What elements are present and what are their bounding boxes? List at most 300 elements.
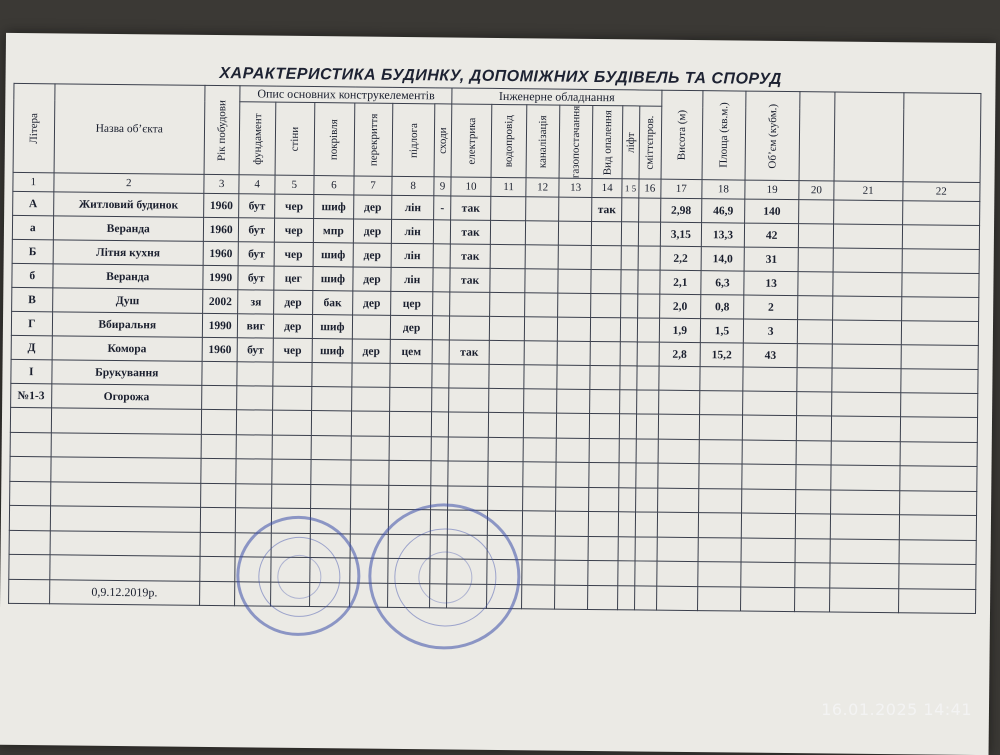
cell-volume: 140	[745, 199, 799, 224]
cell-flooring	[389, 388, 432, 412]
cell-sewer	[524, 317, 558, 341]
cell-stairs	[434, 220, 451, 244]
cell-empty	[619, 512, 636, 537]
cell-empty	[742, 513, 796, 538]
cell-empty	[523, 438, 557, 463]
cell-empty	[522, 511, 556, 536]
cell-empty	[832, 320, 901, 345]
column-number: 4	[239, 175, 275, 194]
cell-empty	[901, 321, 978, 346]
cell-gas	[558, 269, 591, 293]
cell-litera: а	[12, 216, 53, 240]
cell-stairs	[433, 340, 450, 364]
column-number: 16	[639, 179, 662, 198]
cell-year: 1960	[202, 338, 238, 362]
cell-empty	[200, 557, 236, 582]
cell-litera: №1-3	[11, 384, 52, 408]
cell-empty	[201, 434, 237, 459]
cell-garbage	[636, 366, 659, 390]
header-garbage: сміттєпров.	[639, 106, 662, 180]
header-volume: Об’єм (кубм.)	[745, 91, 800, 181]
header-group-engineering: Інженерне обладнання	[452, 88, 662, 106]
cell-empty	[658, 488, 699, 513]
cell-empty	[698, 513, 742, 538]
cell-electric	[449, 364, 490, 388]
header-litera: Літера	[13, 83, 55, 173]
cell-empty	[9, 579, 50, 604]
cell-roof: шиф	[312, 339, 353, 363]
cell-gas	[557, 389, 590, 413]
cell-year: 1990	[203, 266, 239, 290]
column-number: 20	[799, 181, 834, 200]
cell-empty	[10, 481, 51, 506]
cell-empty	[831, 441, 900, 466]
cell-floors	[352, 387, 390, 411]
cell-empty	[237, 410, 273, 435]
cell-empty	[830, 465, 899, 490]
cell-lift	[622, 198, 639, 222]
cell-empty	[829, 588, 898, 613]
cell-empty	[50, 506, 201, 532]
cell-empty	[798, 224, 833, 248]
cell-empty	[635, 537, 658, 562]
cell-lift	[620, 342, 637, 366]
cell-empty	[829, 563, 898, 588]
cell-litera: Б	[12, 240, 53, 264]
cell-empty	[50, 457, 201, 483]
cell-flooring: лін	[391, 220, 434, 244]
cell-roof	[311, 363, 352, 387]
cell-volume	[743, 367, 797, 392]
cell-empty	[636, 414, 659, 439]
cell-litera: б	[12, 264, 53, 288]
cell-empty	[797, 392, 832, 416]
cell-sewer	[526, 197, 560, 221]
cell-gas	[558, 317, 591, 341]
cell-foundation: виг	[238, 314, 274, 338]
cell-water	[489, 365, 524, 389]
cell-foundation	[237, 362, 273, 386]
document-title: ХАРАКТЕРИСТИКА БУДИНКУ, ДОПОМІЖНИХ БУДІВЕЛЬ ТА СПОРУД	[219, 65, 782, 88]
cell-empty	[833, 248, 902, 273]
cell-empty	[588, 536, 619, 561]
cell-empty	[556, 487, 589, 512]
cell-roof: бак	[312, 291, 353, 315]
cell-empty	[555, 560, 588, 585]
cell-empty	[200, 508, 236, 533]
cell-water	[490, 293, 525, 317]
cell-empty	[795, 563, 830, 588]
cell-litera: В	[12, 288, 53, 312]
cell-water	[490, 269, 525, 293]
header-lift: ліфт	[622, 106, 639, 180]
cell-heating	[591, 294, 622, 318]
cell-empty	[351, 460, 389, 485]
cell-empty	[555, 536, 588, 561]
cell-empty	[523, 462, 557, 487]
cell-roof: мпр	[313, 219, 354, 243]
cell-name: Душ	[52, 288, 203, 314]
cell-sewer	[525, 221, 559, 245]
cell-electric: так	[450, 220, 491, 244]
cell-empty	[432, 437, 449, 462]
cell-litera: Д	[11, 336, 52, 360]
cell-empty	[832, 296, 901, 321]
header-col20	[799, 92, 834, 182]
cell-walls: дер	[273, 314, 312, 338]
cell-year: 1960	[204, 194, 240, 218]
cell-empty	[900, 417, 978, 442]
cell-empty	[899, 540, 977, 565]
cell-empty	[798, 248, 833, 272]
cell-heating	[591, 270, 622, 294]
cell-foundation: бут	[239, 194, 275, 218]
cell-gas	[558, 341, 591, 365]
cell-garbage	[637, 270, 660, 294]
cell-empty	[635, 512, 658, 537]
cell-electric: так	[450, 196, 491, 220]
cell-empty	[743, 415, 797, 440]
cell-garbage	[637, 342, 660, 366]
cell-empty	[50, 482, 201, 508]
cell-empty	[635, 488, 658, 513]
cell-empty	[657, 513, 698, 538]
cell-empty	[902, 273, 979, 298]
cell-empty	[899, 564, 977, 589]
cell-floors: дер	[353, 267, 391, 291]
cell-empty	[797, 344, 832, 368]
cell-empty	[352, 411, 390, 436]
cell-flooring: лін	[391, 244, 434, 268]
cell-empty	[51, 433, 202, 459]
cell-empty	[797, 368, 832, 392]
cell-electric	[448, 388, 489, 412]
cell-empty	[902, 225, 979, 250]
cell-gas	[557, 365, 590, 389]
cell-height: 2,1	[660, 271, 701, 295]
cell-empty	[199, 581, 235, 606]
cell-empty	[797, 320, 832, 344]
column-number: 8	[392, 177, 435, 196]
cell-area: 46,9	[701, 199, 745, 223]
cell-foundation: бут	[239, 218, 275, 242]
cell-walls: чер	[274, 218, 313, 242]
cell-empty	[389, 412, 432, 437]
cell-empty	[698, 464, 742, 489]
cell-empty	[488, 486, 523, 511]
cell-empty	[796, 416, 831, 441]
cell-sewer	[524, 389, 558, 413]
cell-empty	[697, 586, 741, 611]
cell-empty	[237, 435, 273, 460]
cell-empty	[830, 490, 899, 515]
cell-empty	[635, 463, 658, 488]
header-name: Назва об’єкта	[54, 84, 205, 175]
cell-water	[491, 221, 526, 245]
cell-empty	[796, 465, 831, 490]
document-sheet	[0, 33, 996, 755]
cell-stairs	[433, 316, 450, 340]
cell-empty	[898, 589, 976, 614]
column-number: 3	[204, 175, 240, 194]
cell-empty	[697, 562, 741, 587]
cell-name: Житловий будинок	[53, 192, 204, 218]
cell-empty	[619, 439, 636, 464]
cell-empty	[741, 587, 795, 612]
cell-name: Літня кухня	[53, 240, 204, 266]
cell-heating: так	[592, 198, 623, 222]
cell-garbage	[636, 390, 659, 414]
cell-stairs	[432, 388, 449, 412]
cell-name: Брукування	[51, 360, 202, 386]
cell-area: 6,3	[700, 271, 744, 295]
cell-height	[659, 391, 700, 415]
cell-empty	[522, 487, 556, 512]
cell-walls	[273, 386, 312, 410]
cell-gas	[559, 221, 592, 245]
cell-empty	[556, 511, 589, 536]
cell-volume: 31	[744, 247, 798, 272]
cell-floors	[353, 315, 391, 339]
cell-electric: так	[450, 244, 491, 268]
cell-area: 14,0	[701, 247, 745, 271]
cell-empty	[521, 585, 555, 610]
cell-floors: дер	[352, 339, 390, 363]
cell-walls: цег	[274, 266, 313, 290]
cell-empty	[588, 512, 619, 537]
cell-empty	[699, 439, 743, 464]
cell-volume: 3	[744, 319, 798, 344]
cell-floors: дер	[354, 219, 392, 243]
cell-empty	[899, 491, 977, 516]
column-number: 17	[661, 180, 702, 199]
cell-empty	[522, 560, 556, 585]
cell-empty	[51, 408, 202, 434]
cell-flooring: цер	[390, 292, 433, 316]
cell-stairs	[433, 268, 450, 292]
cell-area: 15,2	[700, 343, 744, 367]
cell-litera: І	[11, 360, 52, 384]
cell-empty	[351, 485, 389, 510]
cell-empty	[798, 296, 833, 320]
cell-empty	[587, 585, 618, 610]
header-col22	[903, 93, 981, 183]
column-number: 7	[354, 176, 392, 195]
cell-empty	[10, 432, 51, 457]
cell-empty	[310, 484, 351, 509]
cell-empty	[795, 538, 830, 563]
cell-electric: так	[449, 340, 490, 364]
column-number: 9	[434, 177, 450, 196]
cell-empty	[351, 436, 389, 461]
cell-flooring	[390, 364, 433, 388]
photo-timestamp: 16.01.2025 14:41	[821, 700, 972, 719]
cell-empty	[657, 562, 698, 587]
cell-volume: 43	[743, 343, 797, 368]
header-stairs: сходи	[435, 104, 452, 178]
cell-empty	[50, 531, 201, 557]
cell-empty	[901, 297, 978, 322]
cell-empty	[795, 514, 830, 539]
cell-empty	[742, 440, 796, 465]
column-number: 6	[313, 176, 354, 195]
cell-empty	[389, 436, 432, 461]
column-number: 10	[451, 177, 492, 196]
cell-volume: 42	[745, 223, 799, 248]
cell-lift	[620, 366, 637, 390]
cell-empty	[49, 555, 200, 581]
cell-name: Комора	[52, 336, 203, 362]
cell-heating	[590, 342, 621, 366]
cell-foundation: бут	[238, 266, 274, 290]
cell-empty	[634, 561, 657, 586]
cell-litera: Г	[11, 312, 52, 336]
cell-empty	[831, 416, 900, 441]
cell-garbage	[638, 246, 661, 270]
cell-empty	[634, 586, 657, 611]
cell-flooring: лін	[391, 268, 434, 292]
cell-walls	[273, 362, 312, 386]
cell-walls: чер	[274, 242, 313, 266]
cell-empty	[900, 442, 978, 467]
cell-garbage	[637, 294, 660, 318]
cell-gas	[559, 197, 592, 221]
cell-empty	[389, 461, 432, 486]
cell-empty	[10, 457, 51, 482]
header-area: Площа (кв.м.)	[702, 91, 747, 181]
cell-empty	[741, 538, 795, 563]
cell-empty	[833, 200, 902, 225]
cell-empty	[901, 345, 978, 370]
cell-heating	[590, 390, 621, 414]
cell-empty	[557, 438, 590, 463]
cell-empty	[830, 514, 899, 539]
cell-sewer	[525, 293, 559, 317]
cell-year: 1960	[203, 242, 239, 266]
cell-empty	[618, 561, 635, 586]
cell-electric: так	[450, 268, 491, 292]
cell-empty	[589, 463, 620, 488]
cell-empty	[589, 438, 620, 463]
header-col21	[834, 92, 904, 182]
cell-flooring: дер	[390, 316, 433, 340]
cell-empty	[236, 484, 272, 509]
cell-empty	[448, 437, 489, 462]
cell-empty	[798, 272, 833, 296]
cell-foundation: бут	[239, 242, 275, 266]
cell-empty	[556, 462, 589, 487]
header-year: Рік побудови	[204, 85, 240, 175]
cell-empty	[201, 410, 237, 435]
cell-empty	[588, 561, 619, 586]
cell-sewer	[524, 341, 558, 365]
cell-lift	[620, 390, 637, 414]
cell-volume	[743, 391, 797, 416]
cell-empty	[10, 408, 51, 433]
cell-heating	[591, 222, 622, 246]
cell-walls: чер	[275, 195, 314, 219]
column-number: 19	[745, 180, 799, 200]
cell-flooring: лін	[391, 196, 434, 220]
cell-stairs	[434, 244, 451, 268]
column-number: 14	[592, 179, 623, 198]
cell-stairs: -	[434, 196, 451, 220]
cell-name: Веранда	[53, 216, 204, 242]
cell-litera: А	[13, 192, 54, 216]
cell-area	[699, 367, 743, 391]
cell-empty	[618, 586, 635, 611]
cell-lift	[621, 270, 638, 294]
cell-roof: шиф	[312, 267, 353, 291]
column-number: 12	[526, 178, 560, 197]
cell-empty	[657, 537, 698, 562]
cell-empty	[900, 466, 978, 491]
cell-empty	[899, 515, 977, 540]
header-group-construction: Опис основних конструкелементів	[240, 86, 451, 104]
cell-electric	[449, 292, 490, 316]
cell-floors: дер	[353, 291, 391, 315]
cell-height: 1,9	[659, 319, 700, 343]
cell-garbage	[637, 318, 660, 342]
cell-empty	[833, 272, 902, 297]
cell-flooring: цем	[390, 340, 433, 364]
cell-empty	[557, 413, 590, 438]
cell-empty	[699, 415, 743, 440]
cell-volume: 2	[744, 295, 798, 320]
column-number: 21	[834, 181, 903, 201]
cell-empty	[489, 413, 524, 438]
cell-empty	[555, 585, 588, 610]
column-number: 22	[903, 182, 980, 202]
cell-empty	[742, 464, 796, 489]
cell-year: 2002	[203, 290, 239, 314]
cell-name: Вбиральня	[52, 312, 203, 338]
cell-heating	[591, 246, 622, 270]
cell-empty	[830, 539, 899, 564]
cell-empty	[901, 369, 978, 394]
cell-water	[489, 389, 524, 413]
cell-electric	[449, 316, 490, 340]
cell-height: 2,0	[660, 295, 701, 319]
cell-sewer	[525, 245, 559, 269]
cell-lift	[621, 318, 638, 342]
cell-empty	[272, 435, 311, 460]
header-walls: стіни	[275, 102, 314, 176]
cell-empty	[619, 463, 636, 488]
header-electric: електрика	[451, 104, 492, 178]
header-foundation: фундамент	[240, 102, 276, 176]
cell-sewer	[524, 365, 558, 389]
cell-floors: дер	[353, 243, 391, 267]
column-number: 18	[701, 180, 745, 199]
cell-empty	[9, 530, 50, 555]
cell-empty	[658, 439, 699, 464]
cell-empty	[796, 489, 831, 514]
cell-area: 13,3	[701, 223, 745, 247]
cell-empty	[831, 392, 900, 417]
cell-lift	[622, 222, 639, 246]
cell-empty	[589, 414, 620, 439]
cell-gas	[559, 245, 592, 269]
cell-empty	[698, 537, 742, 562]
cell-empty	[831, 368, 900, 393]
cell-empty	[832, 344, 901, 369]
cell-empty	[618, 537, 635, 562]
column-number: 2	[53, 173, 204, 194]
cell-empty	[741, 562, 795, 587]
cell-empty	[742, 489, 796, 514]
cell-volume: 13	[744, 271, 798, 296]
